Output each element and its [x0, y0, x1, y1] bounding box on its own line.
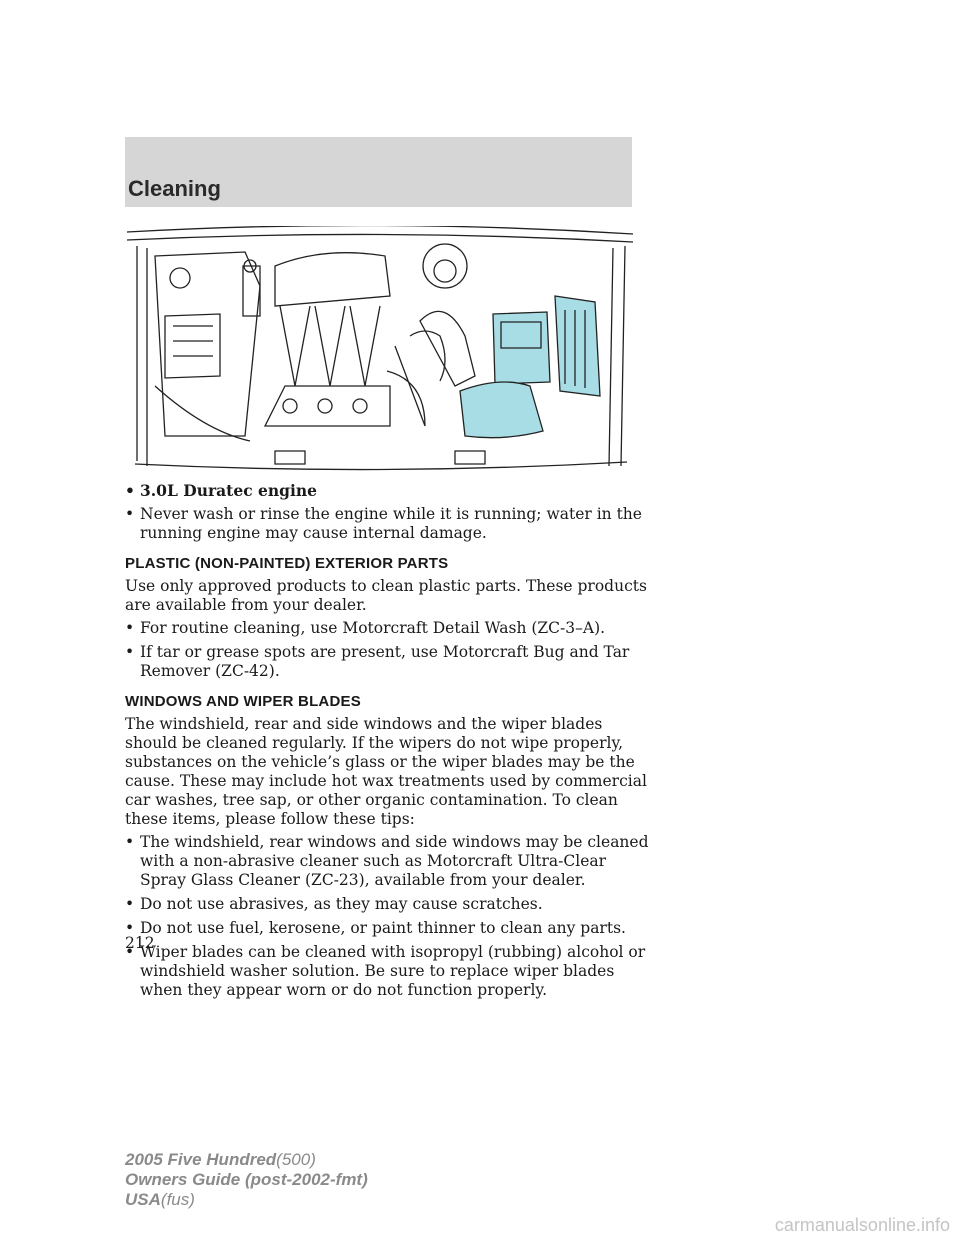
highlighted-components	[460, 296, 600, 438]
footer	[125, 1150, 368, 1210]
paragraph-plastic-intro: Use only approved products to clean plastic parts. These products are available from your dealer.	[125, 577, 647, 614]
section-heading-plastic: PLASTIC (NON-PAINTED) EXTERIOR PARTS	[125, 555, 449, 572]
bullet-plastic-2: • If tar or grease spots are present, use Motorcraft Bug and Tar Remover (ZC-42).	[125, 643, 655, 681]
bullet-plastic-1: • For routine cleaning, use Motorcraft Detail Wash (ZC-3–A).	[125, 619, 655, 638]
watermark: carmanualsonline.info	[774, 1215, 950, 1235]
section-title: Cleaning	[128, 176, 221, 201]
engine-compartment-illustration	[125, 226, 635, 476]
footer-market-code: (fus)	[160, 1190, 195, 1209]
page-number: 212	[125, 934, 155, 952]
section-heading-windows: WINDOWS AND WIPER BLADES	[125, 693, 361, 710]
footer-market: USA	[125, 1190, 161, 1209]
bullet-windows-4: • Wiper blades can be cleaned with isopropyl (rubbing) alcohol or windshield washer solution. Be sure to replace wiper blades when they appear worn or do not function properly.	[125, 943, 655, 1000]
footer-guide: Owners Guide (post-2002-fmt)	[125, 1170, 368, 1189]
paragraph-windows-intro: The windshield, rear and side windows and the wiper blades should be cleaned regularly. If the wipers do not wipe properly, substances on the vehicle’s glass or the wiper blades may be the cause. These may include hot wax treatments used by commercial car washes, tree sap, or other organic contamination. To clean these items, please follow these tips:	[125, 715, 647, 828]
bullet-engine-warning: • Never wash or rinse the engine while it is running; water in the running engine may cause internal damage.	[125, 505, 655, 543]
bullet-windows-3: • Do not use fuel, kerosene, or paint thinner to clean any parts.	[125, 919, 655, 938]
footer-model-code: (500)	[276, 1150, 316, 1169]
bullet-windows-2: • Do not use abrasives, as they may cause scratches.	[125, 895, 655, 914]
bullet-engine-label: • 3.0L Duratec engine	[125, 481, 655, 500]
content	[125, 481, 655, 1005]
bullet-windows-1: • The windshield, rear windows and side windows may be cleaned with a non-abrasive cleaner such as Motorcraft Ultra-Clear Spray Glass Cleaner (ZC-23), available from your dealer.	[125, 833, 655, 890]
footer-model: 2005 Five Hundred	[125, 1150, 277, 1169]
